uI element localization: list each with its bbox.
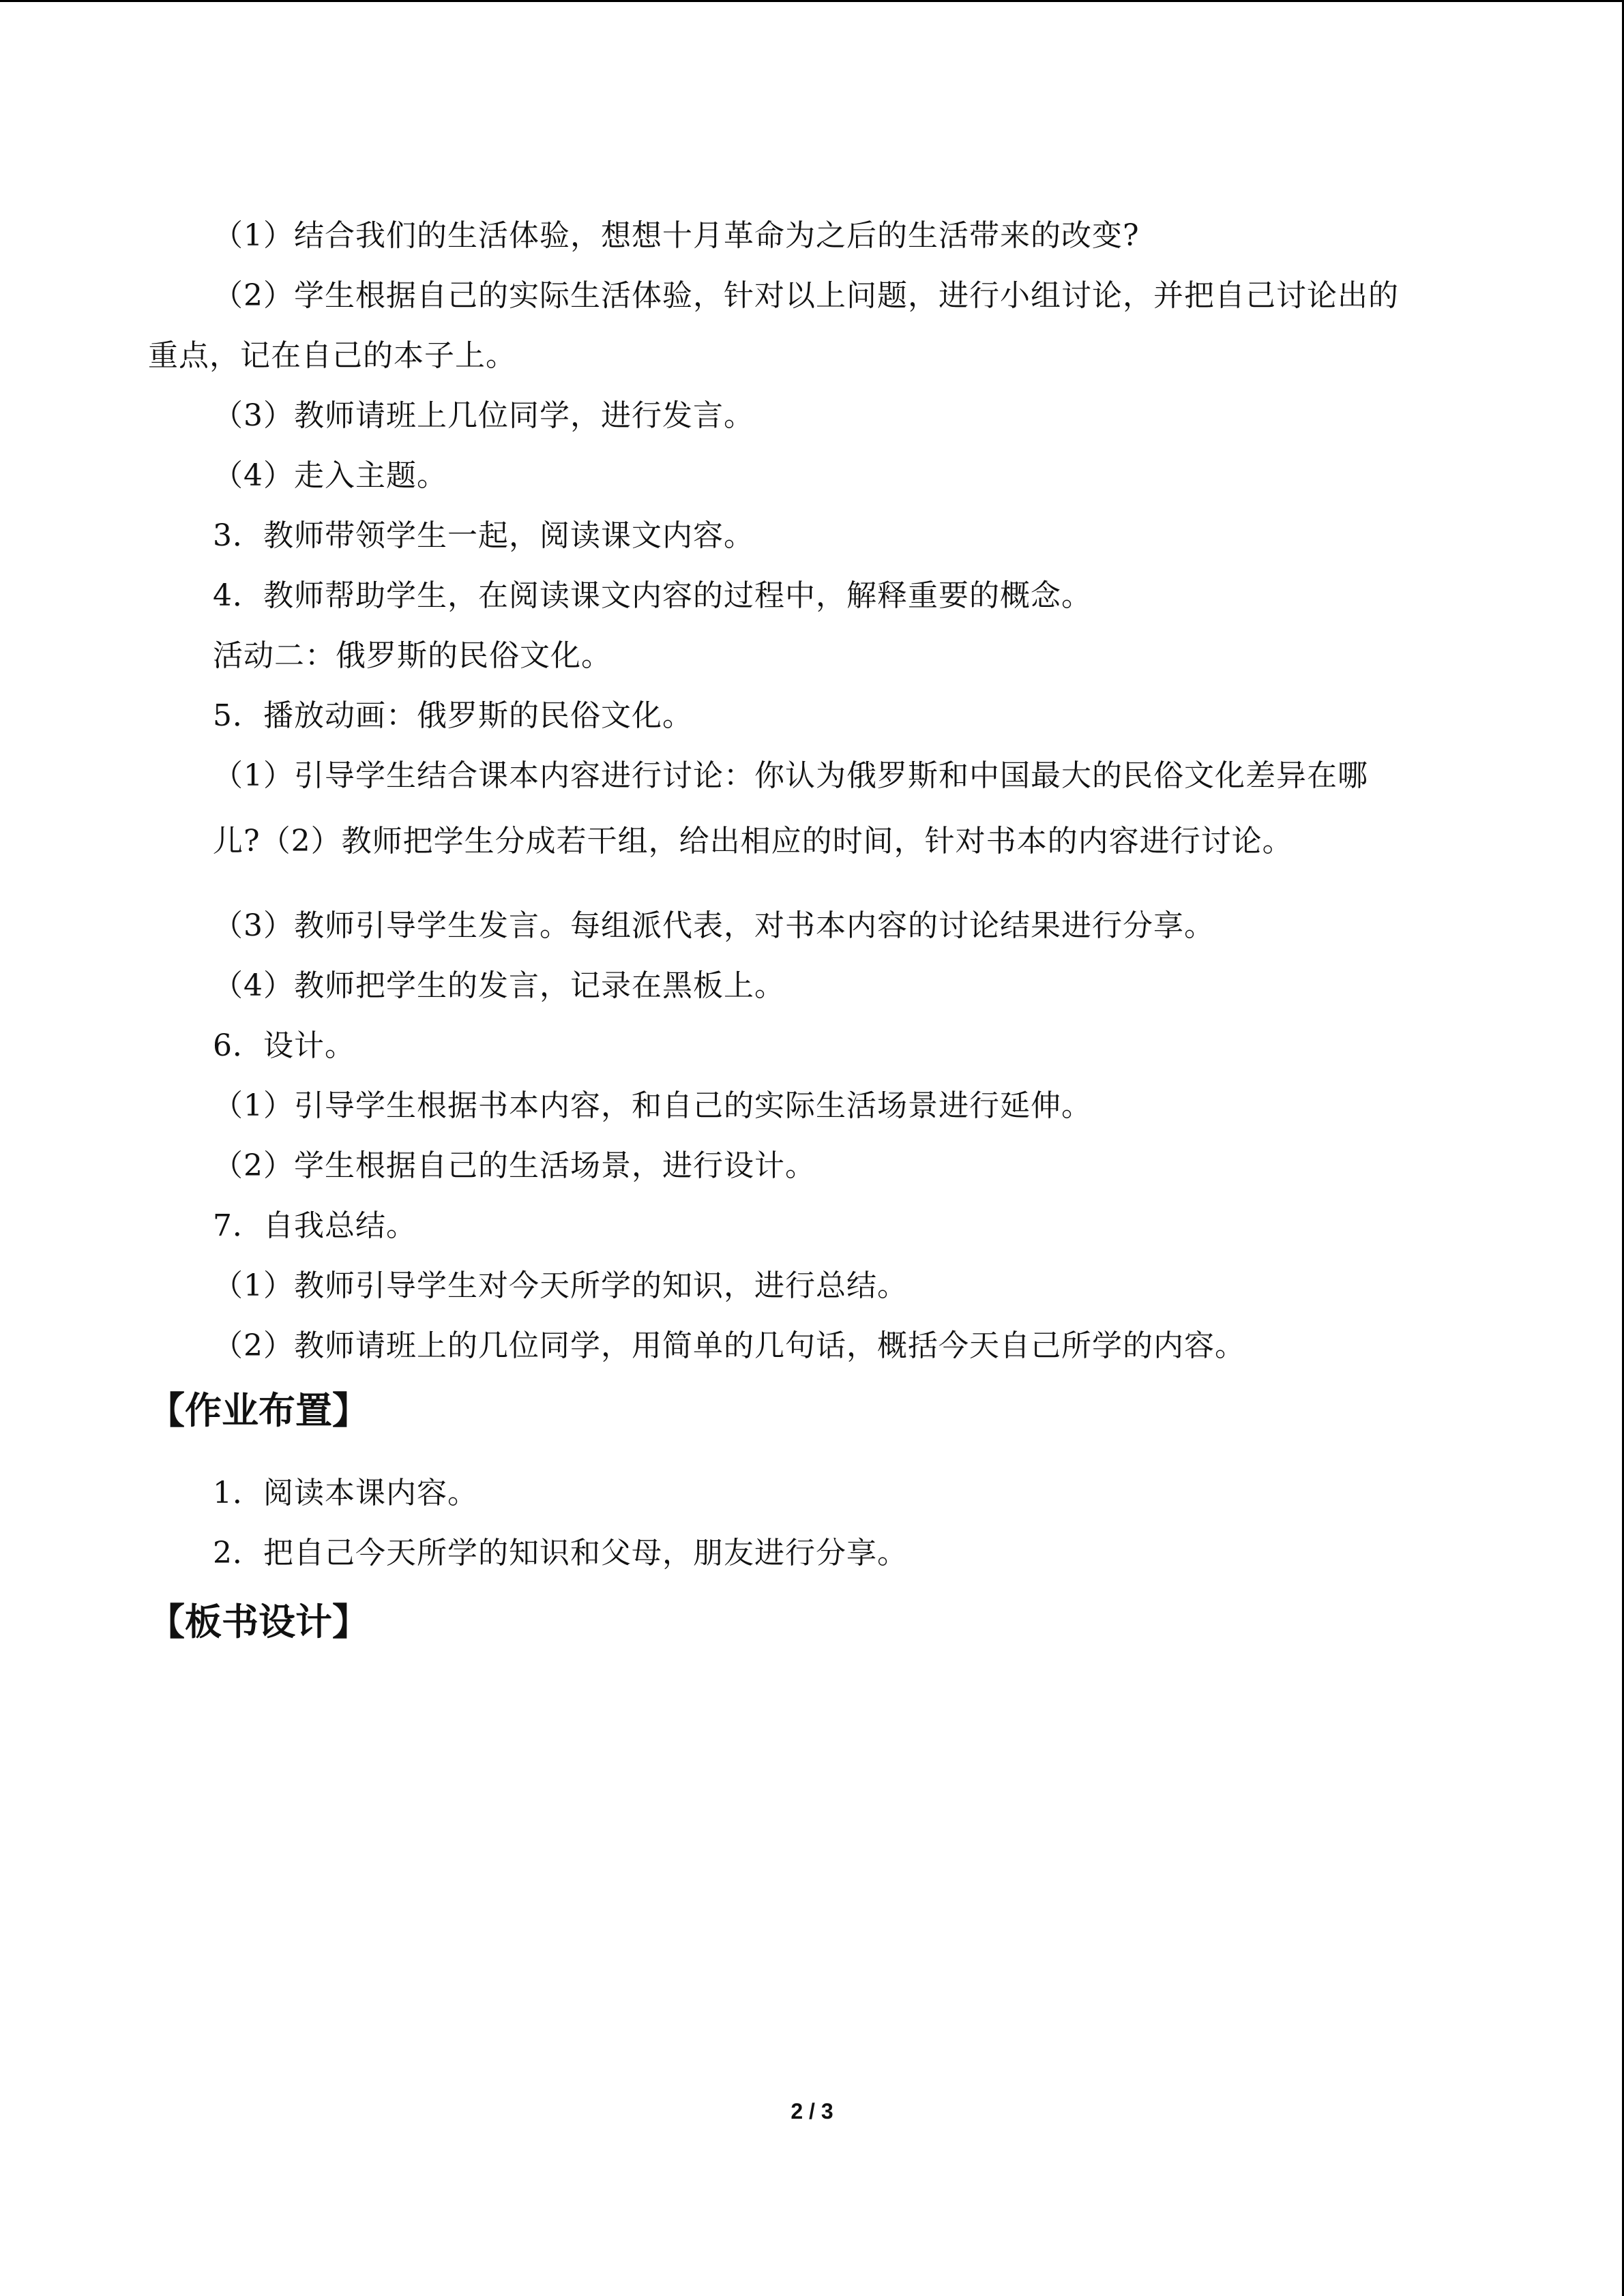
board-design-heading: 【板书设计】 bbox=[148, 1600, 369, 1643]
paragraph-line: 儿?（2）教师把学生分成若干组，给出相应的时间，针对书本的内容进行讨论。 bbox=[213, 824, 1293, 859]
page-border-top bbox=[0, 0, 1624, 2]
paragraph-line: 6．设计。 bbox=[213, 1028, 355, 1063]
paragraph-line: 4．教师帮助学生，在阅读课文内容的过程中，解释重要的概念。 bbox=[213, 578, 1092, 613]
paragraph-line: 5．播放动画：俄罗斯的民俗文化。 bbox=[213, 698, 693, 733]
paragraph-line: 重点，记在自己的本子上。 bbox=[148, 338, 516, 373]
homework-item: 1．阅读本课内容。 bbox=[213, 1476, 478, 1510]
paragraph-line: （2）学生根据自己的生活场景，进行设计。 bbox=[213, 1148, 816, 1183]
homework-item: 2．把自己今天所学的知识和父母，朋友进行分享。 bbox=[213, 1536, 908, 1570]
paragraph-line: （1）教师引导学生对今天所学的知识，进行总结。 bbox=[213, 1268, 908, 1303]
paragraph-line: （2）学生根据自己的实际生活体验，针对以上问题，进行小组讨论，并把自己讨论出的 bbox=[213, 278, 1399, 313]
paragraph-line: 3．教师带领学生一起，阅读课文内容。 bbox=[213, 518, 754, 553]
page-number: 2 / 3 bbox=[791, 2099, 833, 2123]
paragraph-line: （3）教师请班上几位同学，进行发言。 bbox=[213, 398, 754, 433]
paragraph-line: （1）结合我们的生活体验，想想十月革命为之后的生活带来的改变? bbox=[213, 218, 1140, 253]
paragraph-line: （3）教师引导学生发言。每组派代表，对书本内容的讨论结果进行分享。 bbox=[213, 908, 1215, 943]
paragraph-line: （4）教师把学生的发言，记录在黑板上。 bbox=[213, 968, 785, 1003]
paragraph-line: 活动二：俄罗斯的民俗文化。 bbox=[213, 638, 612, 673]
paragraph-line: 7．自我总结。 bbox=[213, 1208, 417, 1243]
paragraph-line: （4）走入主题。 bbox=[213, 458, 447, 493]
paragraph-line: （1）引导学生根据书本内容，和自己的实际生活场景进行延伸。 bbox=[213, 1088, 1092, 1123]
homework-heading: 【作业布置】 bbox=[148, 1389, 369, 1432]
paragraph-line: （1）引导学生结合课本内容进行讨论：你认为俄罗斯和中国最大的民俗文化差异在哪 bbox=[213, 758, 1368, 793]
paragraph-line: （2）教师请班上的几位同学，用简单的几句话，概括今天自己所学的内容。 bbox=[213, 1328, 1245, 1363]
